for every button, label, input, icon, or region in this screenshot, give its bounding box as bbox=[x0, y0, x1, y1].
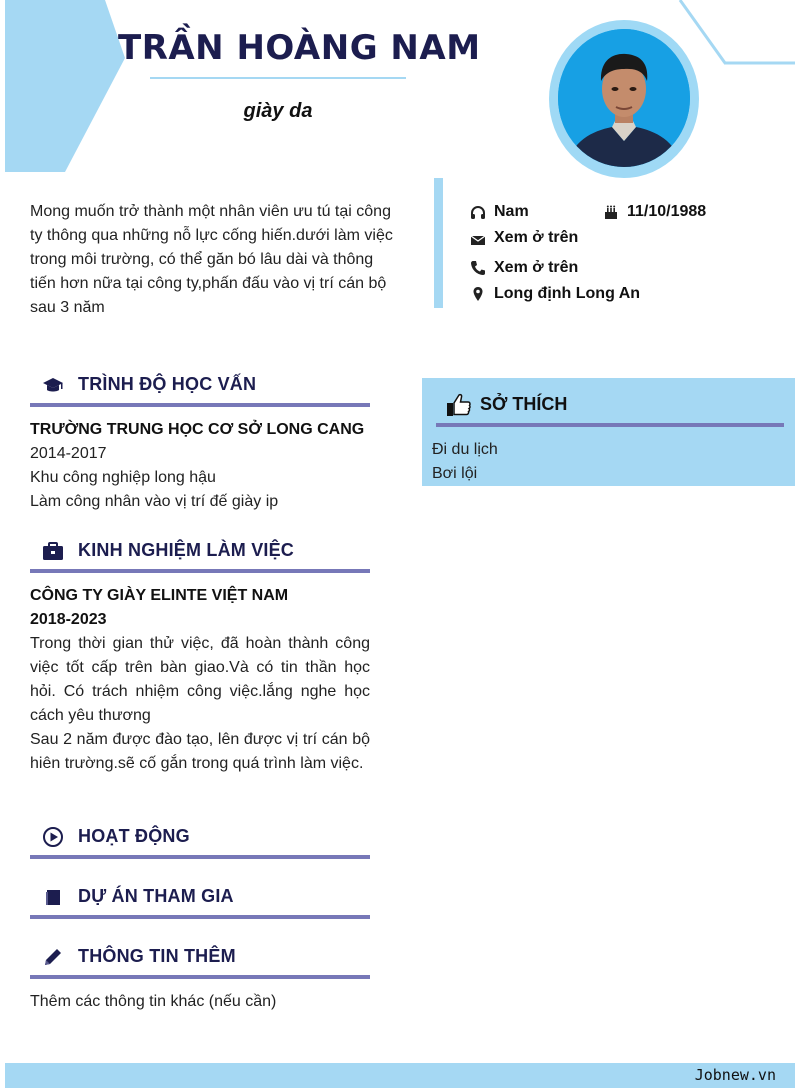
additional-info-rule bbox=[30, 975, 370, 979]
projects-title: DỰ ÁN THAM GIA bbox=[78, 886, 234, 906]
address-value: Long định Long An bbox=[494, 285, 641, 302]
briefcase-icon bbox=[42, 540, 64, 562]
envelope-icon bbox=[470, 232, 486, 248]
gender-value: Nam bbox=[494, 203, 529, 220]
education-rule bbox=[30, 403, 370, 407]
education-title: TRÌNH ĐỘ HỌC VẤN bbox=[78, 374, 257, 394]
hobby-item: Bơi lội bbox=[432, 465, 478, 482]
experience-description-2: Sau 2 năm được đào tạo, lên được vị trí cán bộ hiên trường.sẽ cố gắn trong quá trình làm việc. bbox=[30, 731, 370, 772]
email-value[interactable]: Xem ở trên bbox=[494, 229, 579, 246]
hobbies-rule bbox=[436, 423, 784, 427]
hobbies-title: SỞ THÍCH bbox=[480, 394, 568, 414]
experience-rule bbox=[30, 569, 370, 573]
hobby-item: Đi du lịch bbox=[432, 441, 498, 458]
additional-info-title: THÔNG TIN THÊM bbox=[78, 946, 236, 966]
pencil-icon bbox=[42, 946, 64, 968]
projects-rule bbox=[30, 915, 370, 919]
education-school: TRƯỜNG TRUNG HỌC CƠ SỞ LONG CANG bbox=[30, 421, 365, 438]
experience-years: 2018-2023 bbox=[30, 611, 107, 628]
header-corner-shape bbox=[5, 0, 125, 172]
header-corner-lines bbox=[670, 0, 800, 70]
footer-brand[interactable]: Jobnew.vn bbox=[694, 1066, 776, 1084]
education-years: 2014-2017 bbox=[30, 445, 107, 462]
experience-company: CÔNG TY GIÀY ELINTE VIỆT NAM bbox=[30, 587, 289, 604]
headset-icon bbox=[470, 205, 486, 221]
candidate-name: TRẦN HOÀNG NAM bbox=[118, 28, 481, 68]
footer-bar bbox=[5, 1063, 795, 1088]
education-line-2: Làm công nhân vào vị trí đế giày ip bbox=[30, 493, 279, 510]
map-pin-icon bbox=[470, 286, 486, 302]
job-title: giày da bbox=[243, 100, 313, 122]
name-underline bbox=[150, 77, 406, 79]
experience-title: KINH NGHIỆM LÀM VIỆC bbox=[78, 540, 295, 560]
phone-value[interactable]: Xem ở trên bbox=[494, 259, 579, 276]
book-icon bbox=[42, 886, 64, 908]
career-objective: Mong muốn trở thành một nhân viên ưu tú tại công ty thông qua những nỗ lực cống hiến.dưới làm việc trong môi trường, có thể găn bó lâu dài và thông tiến hơn nữa tại công ty,phấn đấu vào vị trí cán bộ sau 3 năm bbox=[30, 203, 393, 316]
additional-info-text: Thêm các thông tin khác (nếu cần) bbox=[30, 993, 277, 1010]
info-divider-bar bbox=[434, 178, 443, 308]
play-circle-icon bbox=[42, 826, 64, 848]
education-line-1: Khu công nghiệp long hậu bbox=[30, 469, 216, 486]
phone-icon bbox=[470, 260, 486, 276]
graduation-cap-icon bbox=[42, 374, 64, 396]
cake-icon bbox=[603, 204, 619, 220]
birthday-value: 11/10/1988 bbox=[627, 203, 707, 220]
hobbies-panel bbox=[422, 378, 795, 486]
experience-description-1: Trong thời gian thử việc, đã hoàn thành công việc tốt cấp trên bàn giao.Và có tin thần học hỏi. Có trách nhiệm công việc.lắng nghe học cách yêu thương bbox=[30, 635, 370, 724]
avatar-photo bbox=[558, 29, 690, 167]
activities-rule bbox=[30, 855, 370, 859]
activities-title: HOẠT ĐỘNG bbox=[78, 826, 190, 846]
thumbs-up-icon bbox=[446, 392, 472, 418]
avatar bbox=[558, 29, 690, 167]
